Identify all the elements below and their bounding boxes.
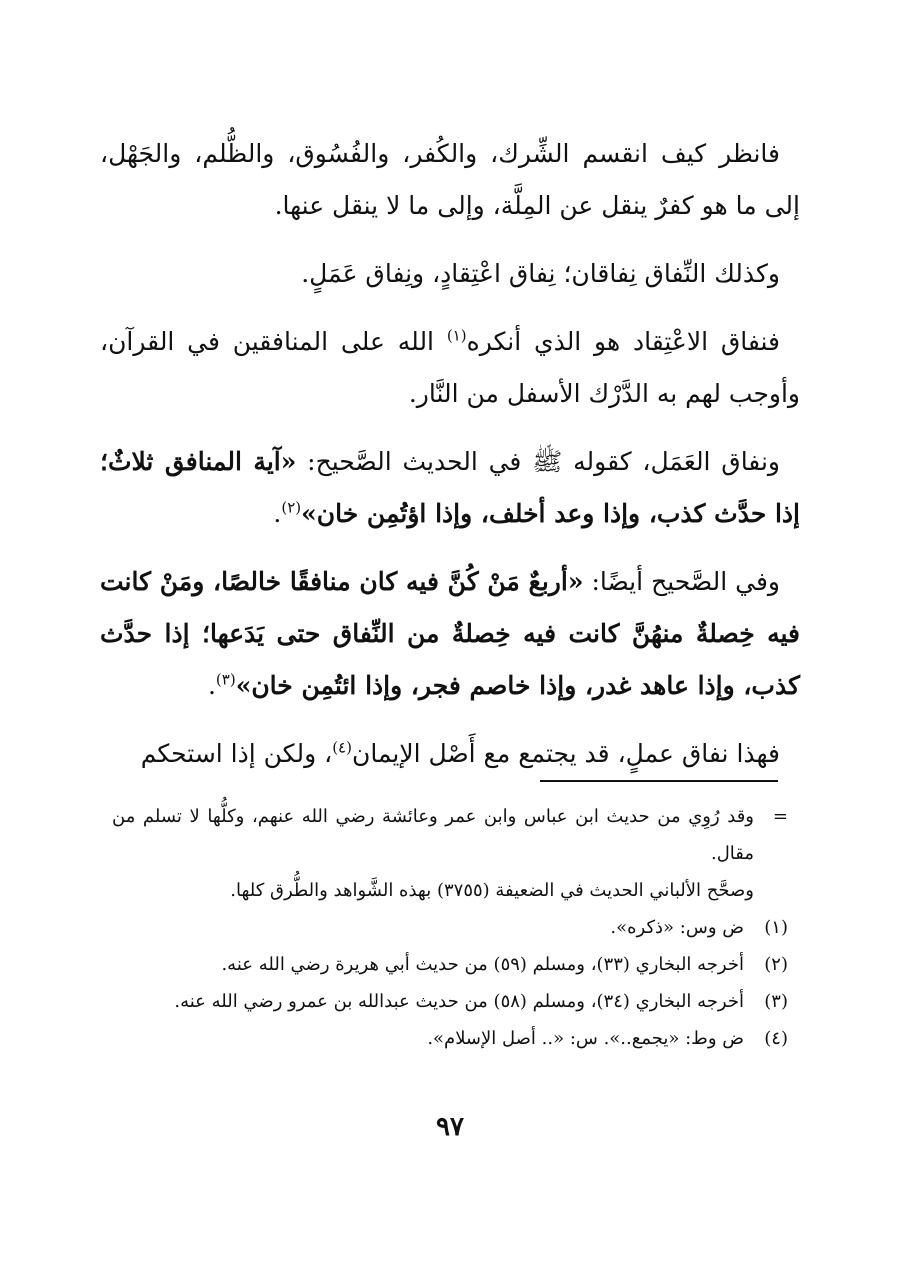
footnote-item-1 — [112, 909, 788, 946]
paragraph-2: وكذلك النِّفاق نِفاقان؛ نِفاق اعْتِقادٍ، ونِفاق عَمَلٍ. — [301, 259, 780, 288]
footnote-number: (١) — [764, 917, 788, 938]
paragraph-5-end: . — [207, 671, 216, 700]
main-text — [100, 128, 800, 796]
paragraph-3-text-a: فنفاق الاعْتِقاد هو الذي أنكره — [466, 327, 780, 356]
footnote-divider — [540, 780, 778, 782]
paragraph-1: فانظر كيف انقسم الشِّرك، والكُفر، والفُسُوق، والظُّلم، والجَهْل، إلى ما هو كفرٌ ينقل عن المِلَّة، وإلى ما لا ينقل عنها. — [100, 139, 800, 220]
hadith-quote-2: «أربعٌ مَنْ كُنَّ فيه كان منافقًا خالصًا، ومَنْ كانت فيه خِصلةٌ منهُنَّ كانت فيه خِصلةٌ من النِّفاق حتى يَدَعها؛ إذا حدَّث كذب، وإذا عاهد غدر، وإذا خاصم فجر، وإذا ائتُمِن خان» — [100, 567, 800, 700]
footnote-number: (٢) — [764, 954, 788, 975]
paragraph-4 — [100, 436, 800, 540]
footnote-text: أخرجه البخاري (٣٤)، ومسلم (٥٨) من حديث عبدالله بن عمرو رضي الله عنه. — [174, 991, 744, 1012]
paragraph-6-text-b: ، ولكن إذا استحكم — [140, 739, 333, 768]
hadith-quote-1: «آية المنافق ثلاثٌ؛ إذا حدَّث كذب، وإذا وعد أخلف، وإذا اؤتُمِن خان» — [100, 447, 800, 528]
footnote-text: أخرجه البخاري (٣٣)، ومسلم (٥٩) من حديث أبي هريرة رضي الله عنه. — [221, 954, 744, 975]
footnote-ref-1[interactable]: (١) — [446, 326, 467, 345]
footnotes — [112, 798, 788, 1057]
footnote-text: ض وس: «ذكره». — [610, 917, 744, 938]
continuation-text-2: وصحَّح الألباني الحديث في الضعيفة (٣٧٥٥) بهذه الشَّواهد والطُّرق كلها. — [230, 880, 754, 901]
paragraph-5 — [100, 556, 800, 712]
continuation-text: وقد رُوِي من حديث ابن عباس وابن عمر وعائشة رضي الله عنهم، وكلُّها لا تسلم من مقال. — [112, 806, 754, 864]
paragraph-4-text-a: ونفاق العَمَل، كقوله ﷺ في الحديث الصَّحيح: — [296, 447, 780, 476]
footnote-item-3 — [112, 983, 788, 1020]
footnote-ref-4[interactable]: (٤) — [332, 738, 352, 757]
paragraph-5-text-a: وفي الصَّحيح أيضًا: — [583, 567, 781, 596]
footnote-item-4 — [112, 1020, 788, 1057]
footnote-number: (٤) — [764, 1028, 788, 1049]
paragraph-3 — [100, 316, 800, 420]
continuation-marker: = — [772, 806, 788, 827]
footnote-item-2 — [112, 946, 788, 983]
paragraph-3-text-b: الله على المنافقين في القرآن، وأوجب لهم به الدَّرْك الأسفل من النَّار. — [100, 327, 800, 408]
footnote-continuation — [112, 798, 788, 872]
footnote-ref-3[interactable]: (٣) — [215, 670, 236, 689]
page-number: ٩٧ — [436, 1112, 464, 1142]
footnote-ref-2[interactable]: (٢) — [281, 498, 302, 517]
footnote-text: ض وط: «يجمع..». س: «.. أصل الإسلام». — [427, 1028, 744, 1049]
footnote-number: (٣) — [764, 991, 788, 1012]
paragraph-6-text-a: فهذا نفاق عملٍ، قد يجتمع مع أَصْل الإيمان — [351, 739, 780, 768]
paragraph-4-end: . — [273, 499, 282, 528]
paragraph-6 — [100, 728, 800, 780]
